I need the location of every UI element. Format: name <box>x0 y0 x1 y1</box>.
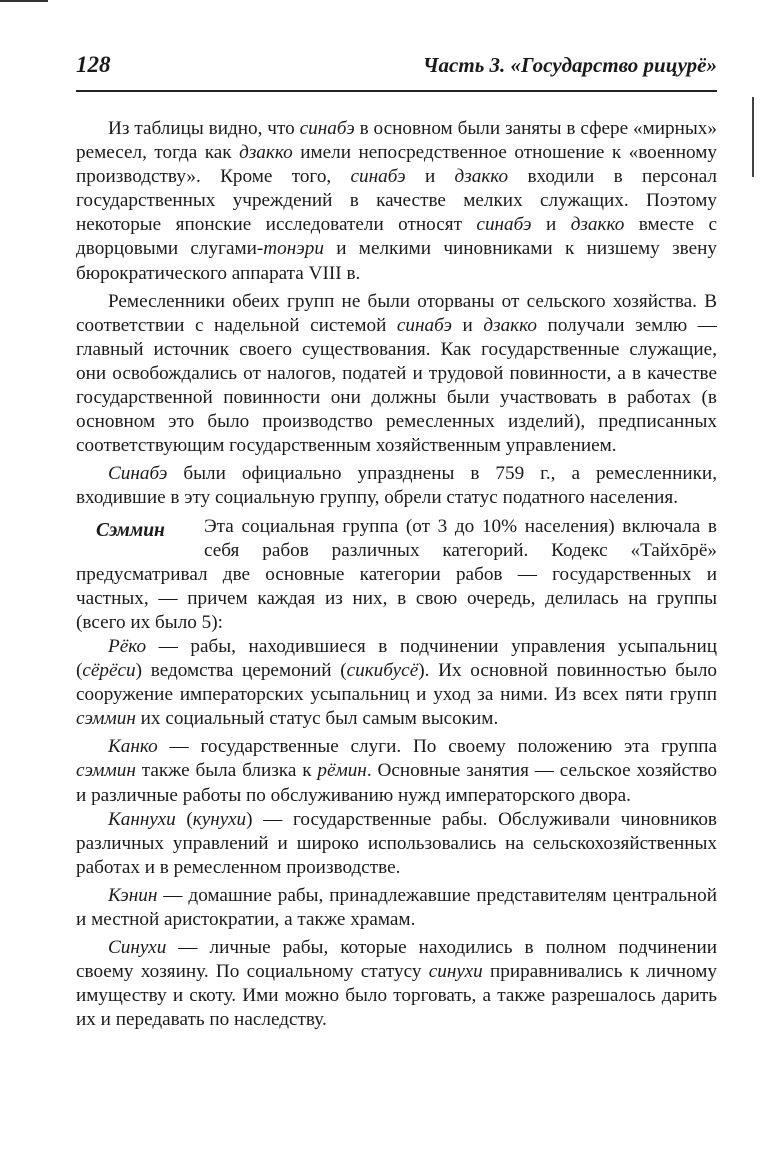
section-heading: Сэммин <box>96 519 165 541</box>
corner-mark <box>0 0 48 2</box>
page-header <box>76 50 717 92</box>
page-body <box>76 117 717 1032</box>
paragraph-semmin: Эта социальная группа (от 3 до 10% населения) включала в себя рабов различных категорий. Кодекс «Тайхōрё» предусматривал две основные категории рабов — государственных и частных, — причем каждая из них, в свою очередь, делилась на группы (всего их было 5): <box>76 515 717 633</box>
running-title: Часть 3. «Государство рицурё» <box>422 53 717 77</box>
margin-rule <box>752 97 754 177</box>
paragraph-kanko: Канко — государственные слуги. По своему положению эта группа сэммин также была близка к рёмин. Основные занятия — сельское хозяйство и различные работы по обслуживанию нужд императорского двора. <box>76 736 717 806</box>
paragraph-1: Из таблицы видно, что синабэ в основном были заняты в сфере «мирных» ремесел, тогда как дзакко имели непосредственное отношение к «военному производству». Кроме того, синабэ и дзакко входили в персонал государственных учреждений в качестве мелких служащих. Поэтому некоторые японские исследователи относят синабэ и дзакко вместе с дворцовыми слугами-тонэри и мелкими чиновниками к низшему звену бюрократического аппарата VIII в. <box>76 118 717 284</box>
paragraph-kenin: Кэнин — домашние рабы, принадлежавшие представителям центральной и местной аристократии, а также храмам. <box>76 884 717 930</box>
paragraph-shinuhi: Синухи — личные рабы, которые находились в полном подчинении своему хозяину. По социальному статусу синухи приравнивались к личному имуществу и скоту. Ими можно было торговать, а также разрешалось дарить их и передавать по наследству. <box>76 937 717 1031</box>
page-number: 128 <box>76 52 111 77</box>
section-semmin <box>76 515 717 635</box>
paragraph-2: Ремесленники обеих групп не были оторваны от сельского хозяйства. В соответствии с надельной системой синабэ и дзакко получали землю — главный источник своего существования. Как государственные служащие, они освобождались от налогов, податей и трудовой повинности, а в качестве государственной повинности они должны были участвовать в работах (в основном это было производство ремесленных изделий), предписанных соответствующим государственным хозяйственным управлением. <box>76 290 717 457</box>
paragraph-kannuhi: Каннухи (кунухи) — государственные рабы. Обслуживали чиновников различных управлений и широко использовались на сельскохозяйственных работах и в ремесленном производстве. <box>76 808 717 878</box>
paragraph-3: Синабэ были официально упразднены в 759 г., а ремесленники, входившие в эту социальную группу, обрели статус податного населения. <box>76 463 717 509</box>
paragraph-ryoko: Рёко — рабы, находившиеся в подчинении управления усыпальниц (сёрёси) ведомства церемоний (сикибусё). Их основной повинностью было сооружение императорских усыпальниц и уход за ними. Из всех пяти групп сэммин их социальный статус был самым высоким. <box>76 635 717 730</box>
